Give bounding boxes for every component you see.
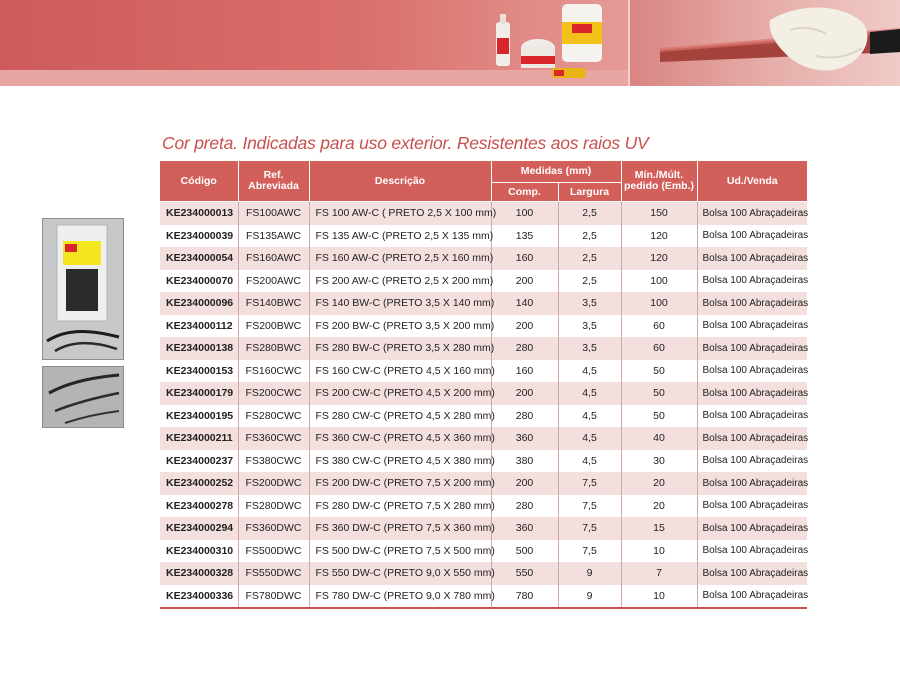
ud-venda-cell: Bolsa 100 Abraçadeiras xyxy=(697,540,807,563)
descricao-cell: FS 200 BW-C (PRETO 3,5 X 200 mm) xyxy=(309,315,491,338)
min-mult-cell: 100 xyxy=(621,292,697,315)
ud-venda-cell: Bolsa 100 Abraçadeiras xyxy=(697,562,807,585)
ref-cell: FS280BWC xyxy=(238,337,309,360)
ud-venda-cell: Bolsa 100 Abraçadeiras xyxy=(697,382,807,405)
descricao-cell: FS 550 DW-C (PRETO 9,0 X 550 mm) xyxy=(309,562,491,585)
min-mult-cell: 15 xyxy=(621,517,697,540)
comp-cell: 780 xyxy=(491,585,558,609)
codigo-cell: KE234000153 xyxy=(160,360,238,383)
ud-venda-cell: Bolsa 100 Abraçadeiras xyxy=(697,315,807,338)
min-mult-cell: 20 xyxy=(621,472,697,495)
ud-venda-cell: Bolsa 100 Abraçadeiras xyxy=(697,202,807,225)
header-descricao: Descrição xyxy=(309,161,491,202)
largura-cell: 3,5 xyxy=(558,292,621,315)
codigo-cell: KE234000336 xyxy=(160,585,238,609)
ud-venda-cell: Bolsa 100 Abraçadeiras xyxy=(697,225,807,248)
descricao-cell: FS 160 CW-C (PRETO 4,5 X 160 mm) xyxy=(309,360,491,383)
largura-cell: 4,5 xyxy=(558,427,621,450)
descricao-cell: FS 160 AW-C (PRETO 2,5 X 160 mm) xyxy=(309,247,491,270)
largura-cell: 4,5 xyxy=(558,405,621,428)
comp-cell: 280 xyxy=(491,405,558,428)
table-header-row xyxy=(160,161,807,183)
table-row xyxy=(160,585,807,609)
codigo-cell: KE234000237 xyxy=(160,450,238,473)
min-mult-cell: 50 xyxy=(621,382,697,405)
codigo-cell: KE234000013 xyxy=(160,202,238,225)
codigo-cell: KE234000252 xyxy=(160,472,238,495)
descricao-cell: FS 200 DW-C (PRETO 7,5 X 200 mm) xyxy=(309,472,491,495)
comp-cell: 380 xyxy=(491,450,558,473)
descricao-cell: FS 280 CW-C (PRETO 4,5 X 280 mm) xyxy=(309,405,491,428)
ref-cell: FS160CWC xyxy=(238,360,309,383)
ref-cell: FS380CWC xyxy=(238,450,309,473)
table-row xyxy=(160,270,807,293)
ud-venda-cell: Bolsa 100 Abraçadeiras xyxy=(697,450,807,473)
table-row xyxy=(160,517,807,540)
cable-tie-spec-table xyxy=(160,161,807,609)
codigo-cell: KE234000310 xyxy=(160,540,238,563)
comp-cell: 280 xyxy=(491,337,558,360)
descricao-cell: FS 380 CW-C (PRETO 4,5 X 380 mm) xyxy=(309,450,491,473)
header-medidas: Medidas (mm) xyxy=(491,161,621,183)
comp-cell: 280 xyxy=(491,495,558,518)
comp-cell: 200 xyxy=(491,315,558,338)
table-row xyxy=(160,225,807,248)
descricao-cell: FS 360 DW-C (PRETO 7,5 X 360 mm) xyxy=(309,517,491,540)
ud-venda-cell: Bolsa 100 Abraçadeiras xyxy=(697,292,807,315)
ud-venda-cell: Bolsa 100 Abraçadeiras xyxy=(697,405,807,428)
ref-cell: FS280CWC xyxy=(238,405,309,428)
comp-cell: 360 xyxy=(491,427,558,450)
largura-cell: 2,5 xyxy=(558,270,621,293)
min-mult-cell: 100 xyxy=(621,270,697,293)
min-mult-cell: 20 xyxy=(621,495,697,518)
codigo-cell: KE234000070 xyxy=(160,270,238,293)
codigo-cell: KE234000328 xyxy=(160,562,238,585)
min-mult-cell: 60 xyxy=(621,337,697,360)
cable-hand-photo xyxy=(630,0,900,86)
min-mult-cell: 50 xyxy=(621,405,697,428)
table-row xyxy=(160,337,807,360)
comp-cell: 360 xyxy=(491,517,558,540)
ref-cell: FS200AWC xyxy=(238,270,309,293)
table-row xyxy=(160,540,807,563)
comp-cell: 550 xyxy=(491,562,558,585)
comp-cell: 200 xyxy=(491,472,558,495)
ref-cell: FS200DWC xyxy=(238,472,309,495)
header-codigo: Código xyxy=(160,161,238,202)
comp-cell: 500 xyxy=(491,540,558,563)
largura-cell: 7,5 xyxy=(558,517,621,540)
codigo-cell: KE234000195 xyxy=(160,405,238,428)
comp-cell: 200 xyxy=(491,270,558,293)
table-row xyxy=(160,427,807,450)
codigo-cell: KE234000278 xyxy=(160,495,238,518)
codigo-cell: KE234000294 xyxy=(160,517,238,540)
ud-venda-cell: Bolsa 100 Abraçadeiras xyxy=(697,517,807,540)
largura-cell: 3,5 xyxy=(558,337,621,360)
ref-cell: FS280DWC xyxy=(238,495,309,518)
codigo-cell: KE234000112 xyxy=(160,315,238,338)
min-mult-cell: 30 xyxy=(621,450,697,473)
largura-cell: 9 xyxy=(558,585,621,609)
ref-cell: FS140BWC xyxy=(238,292,309,315)
descricao-cell: FS 500 DW-C (PRETO 7,5 X 500 mm) xyxy=(309,540,491,563)
ref-cell: FS160AWC xyxy=(238,247,309,270)
codigo-cell: KE234000138 xyxy=(160,337,238,360)
ref-cell: FS135AWC xyxy=(238,225,309,248)
table-row xyxy=(160,472,807,495)
ud-venda-cell: Bolsa 100 Abraçadeiras xyxy=(697,585,807,609)
cable-ties-photo xyxy=(42,366,124,428)
comp-cell: 135 xyxy=(491,225,558,248)
largura-cell: 9 xyxy=(558,562,621,585)
descricao-cell: FS 280 BW-C (PRETO 3,5 X 280 mm) xyxy=(309,337,491,360)
comp-cell: 160 xyxy=(491,360,558,383)
min-mult-cell: 120 xyxy=(621,225,697,248)
largura-cell: 4,5 xyxy=(558,382,621,405)
min-mult-cell: 10 xyxy=(621,540,697,563)
ud-venda-cell: Bolsa 100 Abraçadeiras xyxy=(697,472,807,495)
ud-venda-cell: Bolsa 100 Abraçadeiras xyxy=(697,247,807,270)
min-mult-cell: 150 xyxy=(621,202,697,225)
ref-cell: FS200CWC xyxy=(238,382,309,405)
codigo-cell: KE234000211 xyxy=(160,427,238,450)
descricao-cell: FS 140 BW-C (PRETO 3,5 X 140 mm) xyxy=(309,292,491,315)
section-headline: Cor preta. Indicadas para uso exterior. Resistentes aos raios UV xyxy=(162,133,649,153)
cable-tie-package-photo xyxy=(42,218,124,360)
comp-cell: 200 xyxy=(491,382,558,405)
table-row xyxy=(160,292,807,315)
ud-venda-cell: Bolsa 100 Abraçadeiras xyxy=(697,270,807,293)
min-mult-cell: 50 xyxy=(621,360,697,383)
header-largura: Largura xyxy=(558,183,621,202)
ud-venda-cell: Bolsa 100 Abraçadeiras xyxy=(697,495,807,518)
ref-cell: FS360CWC xyxy=(238,427,309,450)
largura-cell: 7,5 xyxy=(558,540,621,563)
descricao-cell: FS 200 AW-C (PRETO 2,5 X 200 mm) xyxy=(309,270,491,293)
largura-cell: 2,5 xyxy=(558,202,621,225)
ud-venda-cell: Bolsa 100 Abraçadeiras xyxy=(697,337,807,360)
codigo-cell: KE234000179 xyxy=(160,382,238,405)
ref-cell: FS780DWC xyxy=(238,585,309,609)
table-row xyxy=(160,382,807,405)
codigo-cell: KE234000096 xyxy=(160,292,238,315)
descricao-cell: FS 360 CW-C (PRETO 4,5 X 360 mm) xyxy=(309,427,491,450)
descricao-cell: FS 100 AW-C ( PRETO 2,5 X 100 mm) xyxy=(309,202,491,225)
ud-venda-cell: Bolsa 100 Abraçadeiras xyxy=(697,427,807,450)
largura-cell: 7,5 xyxy=(558,495,621,518)
table-row xyxy=(160,247,807,270)
adhesive-products-photo xyxy=(490,0,630,86)
largura-cell: 7,5 xyxy=(558,472,621,495)
table-row xyxy=(160,202,807,225)
header-banner xyxy=(0,0,900,86)
header-comp: Comp. xyxy=(491,183,558,202)
codigo-cell: KE234000054 xyxy=(160,247,238,270)
descricao-cell: FS 135 AW-C (PRETO 2,5 X 135 mm) xyxy=(309,225,491,248)
min-mult-cell: 60 xyxy=(621,315,697,338)
ref-cell: FS360DWC xyxy=(238,517,309,540)
table-body xyxy=(160,202,807,609)
ref-cell: FS200BWC xyxy=(238,315,309,338)
descricao-cell: FS 200 CW-C (PRETO 4,5 X 200 mm) xyxy=(309,382,491,405)
largura-cell: 2,5 xyxy=(558,247,621,270)
min-mult-cell: 120 xyxy=(621,247,697,270)
ref-cell: FS500DWC xyxy=(238,540,309,563)
table-row xyxy=(160,562,807,585)
descricao-cell: FS 280 DW-C (PRETO 7,5 X 280 mm) xyxy=(309,495,491,518)
header-ref-abreviada: Ref. Abreviada xyxy=(238,161,309,202)
codigo-cell: KE234000039 xyxy=(160,225,238,248)
ud-venda-cell: Bolsa 100 Abraçadeiras xyxy=(697,360,807,383)
min-mult-cell: 40 xyxy=(621,427,697,450)
largura-cell: 4,5 xyxy=(558,360,621,383)
header-min-mult: Mín./Múlt. pedido (Emb.) xyxy=(621,161,697,202)
ref-cell: FS550DWC xyxy=(238,562,309,585)
table-row xyxy=(160,450,807,473)
cable-photo xyxy=(630,0,900,86)
table-row xyxy=(160,360,807,383)
min-mult-cell: 7 xyxy=(621,562,697,585)
table-row xyxy=(160,315,807,338)
header-ud-venda: Ud./Venda xyxy=(697,161,807,202)
min-mult-cell: 10 xyxy=(621,585,697,609)
comp-cell: 140 xyxy=(491,292,558,315)
table-row xyxy=(160,495,807,518)
largura-cell: 2,5 xyxy=(558,225,621,248)
comp-cell: 160 xyxy=(491,247,558,270)
table-row xyxy=(160,405,807,428)
largura-cell: 4,5 xyxy=(558,450,621,473)
comp-cell: 100 xyxy=(491,202,558,225)
descricao-cell: FS 780 DW-C (PRETO 9,0 X 780 mm) xyxy=(309,585,491,609)
ref-cell: FS100AWC xyxy=(238,202,309,225)
largura-cell: 3,5 xyxy=(558,315,621,338)
